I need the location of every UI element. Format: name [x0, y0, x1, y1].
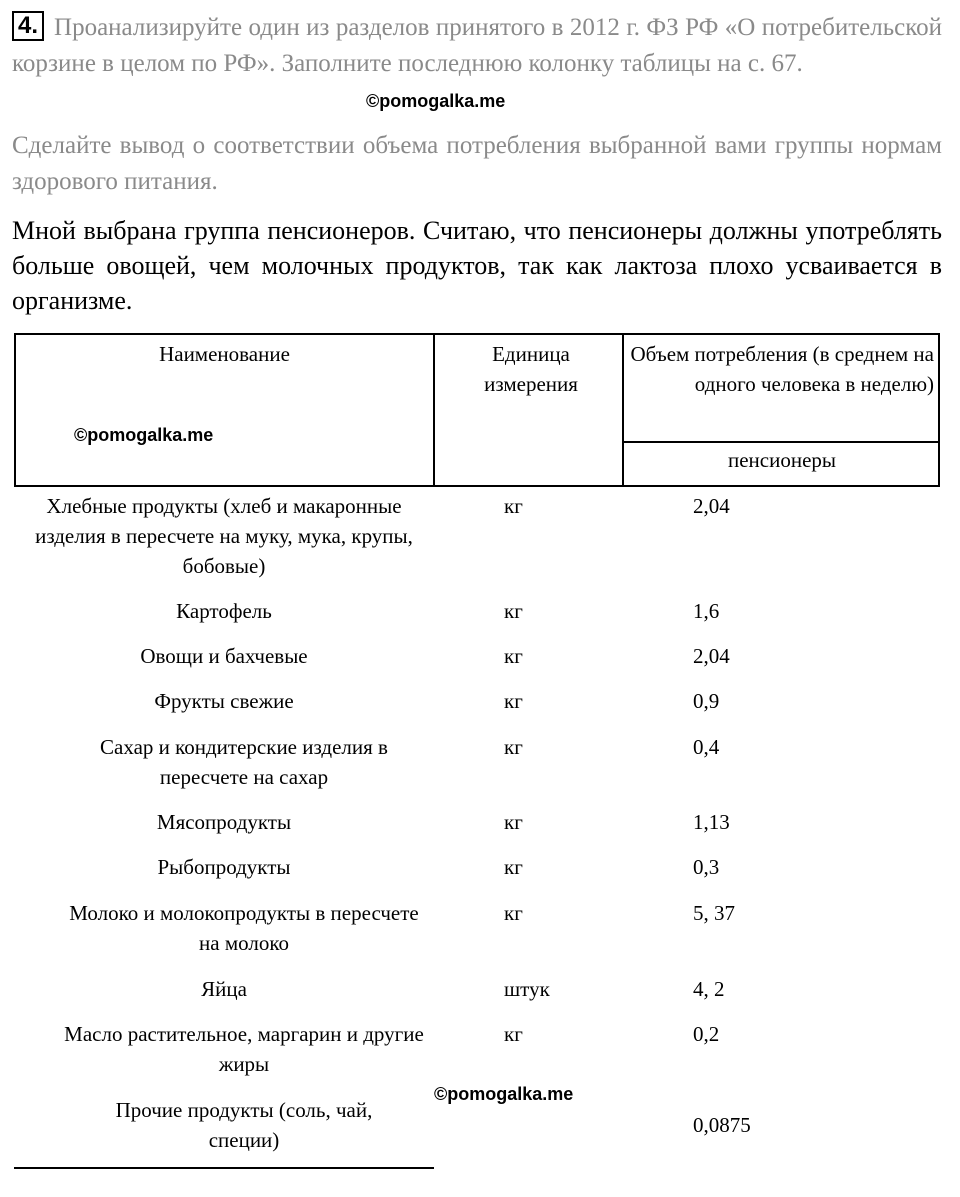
- row-unit: кг: [504, 599, 523, 623]
- row-name: Картофель: [176, 599, 272, 623]
- row-name: Сахар и кондитерские изделия в пересчете на сахар: [100, 735, 388, 789]
- row-name: Масло растительное, маргарин и другие жиры: [64, 1022, 424, 1076]
- watermark: ©pomogalka.me: [366, 91, 506, 111]
- row-value: 1,6: [693, 599, 720, 623]
- row-value: 5, 37: [693, 901, 735, 925]
- row-name: Молоко и молокопродукты в пересчете на молоко: [69, 901, 419, 955]
- row-unit: кг: [504, 1022, 523, 1046]
- row-name: Прочие продукты (соль, чай, специи): [115, 1098, 373, 1152]
- row-value: 1,13: [693, 810, 730, 834]
- row-value: 0,0875: [693, 1113, 751, 1137]
- header-subdivider: [624, 441, 938, 443]
- row-value: 2,04: [693, 644, 730, 668]
- row-value: 0,9: [693, 689, 720, 713]
- row-value: 2,04: [693, 494, 730, 518]
- row-unit: кг: [504, 855, 523, 879]
- header-group: пенсионеры: [727, 448, 837, 472]
- row-unit: кг: [504, 735, 523, 759]
- table-header: [14, 333, 940, 487]
- header-name: Наименование: [159, 342, 290, 366]
- row-value: 0,4: [693, 735, 720, 759]
- row-unit: кг: [504, 644, 523, 668]
- row-name: Яйца: [201, 977, 247, 1001]
- task-text: Проанализируйте один из разделов принятого в 2012 г. ФЗ РФ «О потребительской корзине в целом по РФ». Заполните последнюю колонку таблицы на с. 67.: [12, 14, 942, 77]
- watermark: ©pomogalka.me: [74, 425, 214, 445]
- header-volume: Объем потребления (в среднем на одного человека в неделю): [630, 342, 934, 396]
- row-value: 0,3: [693, 855, 720, 879]
- row-unit: штук: [504, 977, 550, 1001]
- header-divider: [433, 335, 435, 485]
- row-name: Фрукты свежие: [154, 689, 294, 713]
- row-unit: кг: [504, 689, 523, 713]
- row-value: 0,2: [693, 1022, 720, 1046]
- row-unit: кг: [504, 494, 523, 518]
- task-instruction: Сделайте вывод о соответствии объема потребления выбранной вами группы нормам здорового питания.: [12, 132, 942, 195]
- row-value: 4, 2: [693, 977, 725, 1001]
- row-name: Мясопродукты: [156, 810, 292, 834]
- task-number: 4.: [12, 11, 44, 41]
- task-text-block: [12, 10, 942, 82]
- watermark: ©pomogalka.me: [434, 1084, 574, 1104]
- row-name: Овощи и бахчевые: [140, 644, 308, 668]
- header-unit: Единица измерения: [484, 342, 578, 396]
- row-name: Рыбопродукты: [157, 855, 291, 879]
- row-name: Хлебные продукты (хлеб и макаронные изделия в пересчете на муку, мука, крупы, бобовые): [35, 494, 413, 578]
- row-unit: кг: [504, 901, 523, 925]
- row-unit: кг: [504, 810, 523, 834]
- answer-text: Мной выбрана группа пенсионеров. Считаю, что пенсионеры должны употреблять больше овощей, чем молочных продуктов, так как лактоза плохо усваивается в организме.: [12, 216, 942, 315]
- bottom-rule: [14, 1167, 434, 1169]
